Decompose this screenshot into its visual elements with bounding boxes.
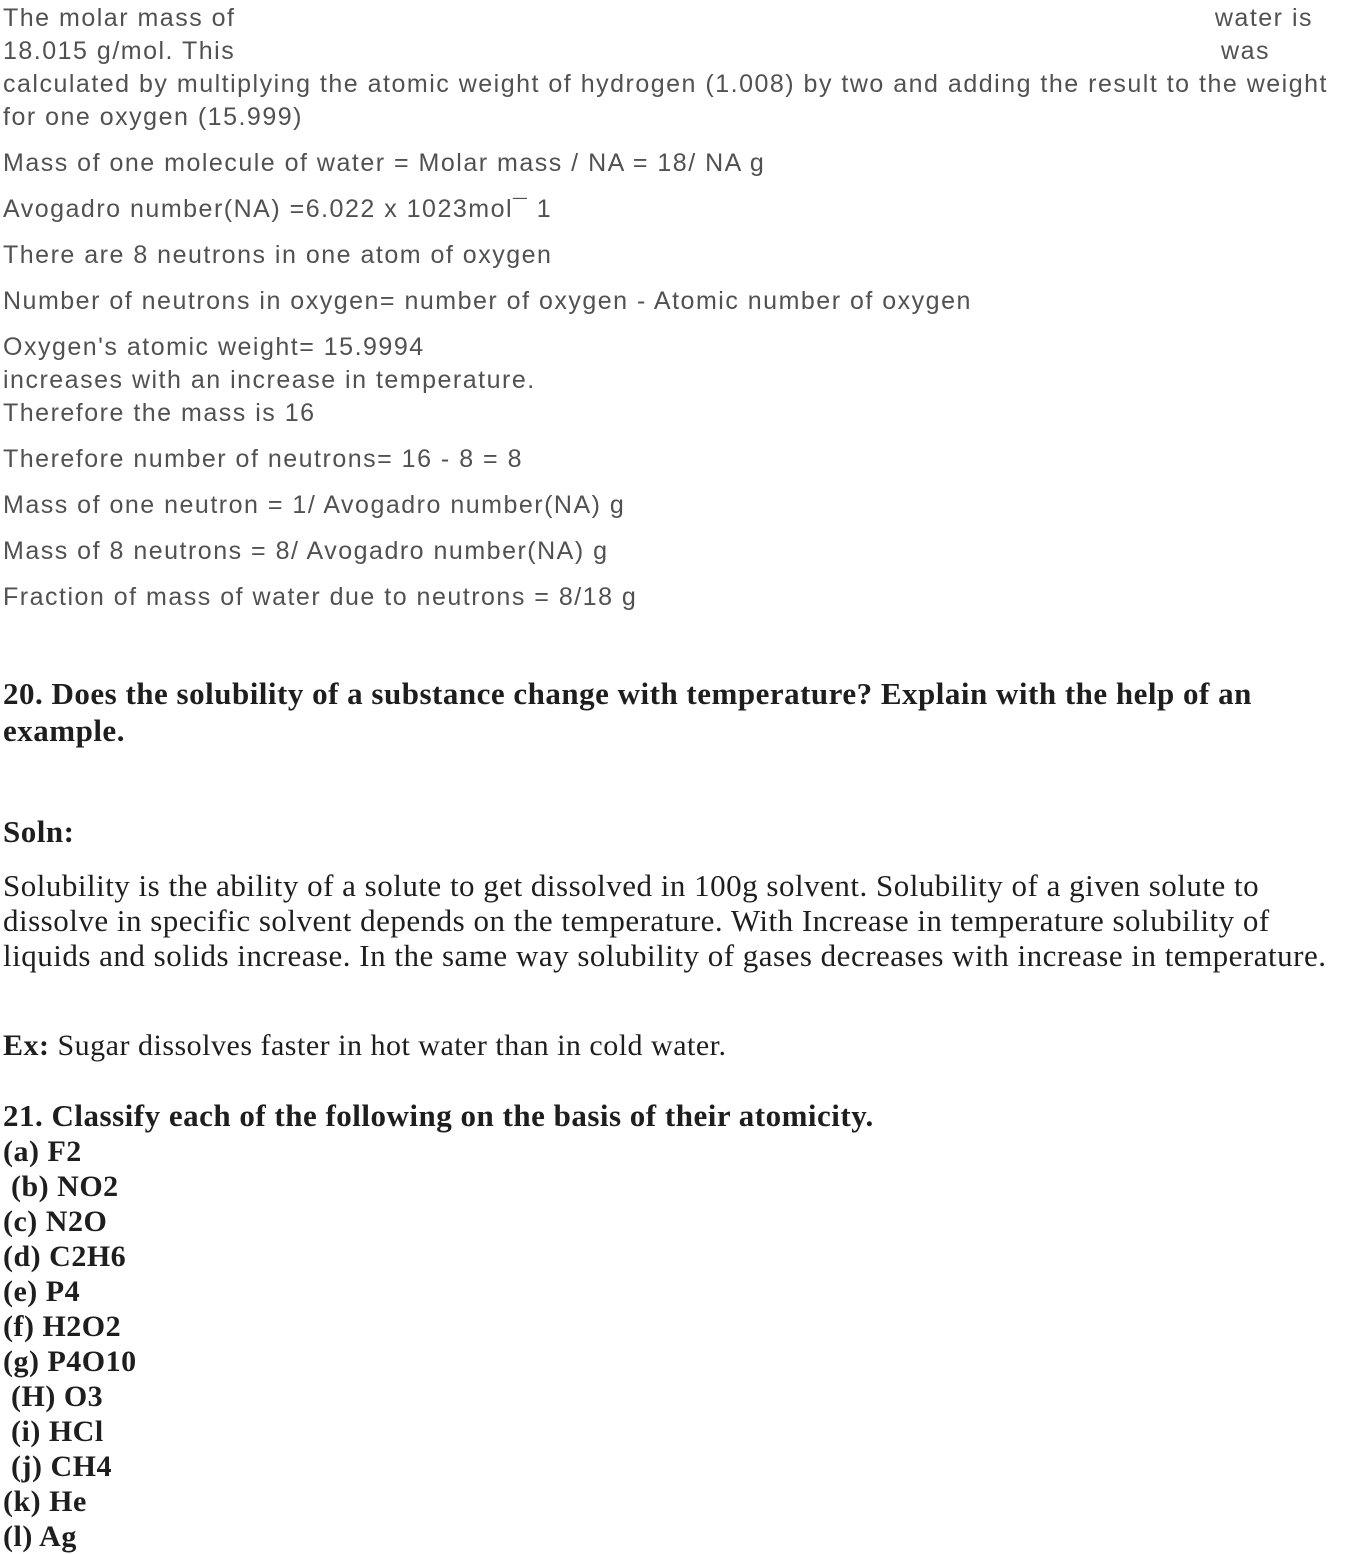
solubility-answer-line-1: Solubility is the ability of a solute to get dissolved in 100g solvent. Solubility of a given solute to <box>3 868 1260 903</box>
molar-mass-row-2 <box>3 35 1365 68</box>
fraction-mass-line: Fraction of mass of water due to neutrons = 8/18 g <box>3 583 638 611</box>
oxygen-weight-block <box>3 331 1365 430</box>
molar-mass-line-1-right: water is <box>1214 4 1313 32</box>
list-item-i: (i) HCl <box>3 1415 104 1448</box>
list-item-g: (g) P4O10 <box>3 1345 137 1378</box>
mass-one-neutron-line: Mass of one neutron = 1/ Avogadro number(NA) g <box>3 491 626 519</box>
molar-mass-line-2-right: was <box>1221 37 1270 65</box>
example-text: Sugar dissolves faster in hot water than in cold water. <box>49 1029 727 1062</box>
solubility-answer-line-2: dissolve in specific solvent depends on the temperature. With Increase in temperature solubility of <box>3 903 1270 938</box>
list-item-k: (k) He <box>3 1485 87 1518</box>
list-item-c: (c) N2O <box>3 1205 108 1238</box>
example-line <box>3 1028 1365 1063</box>
molar-mass-line-4: for one oxygen (15.999) <box>3 103 303 131</box>
neutrons-formula-line: Number of neutrons in oxygen= number of oxygen - Atomic number of oxygen <box>3 287 972 315</box>
list-item-e: (e) P4 <box>3 1275 81 1308</box>
molar-mass-line-2-left: 18.015 g/mol. This <box>3 37 236 65</box>
molar-mass-line-1-left: The molar mass of <box>3 4 236 32</box>
molar-mass-line-3: calculated by multiplying the atomic weight of hydrogen (1.008) by two and adding the result to the weight <box>3 70 1328 98</box>
solubility-answer-paragraph <box>3 868 1365 973</box>
question-20-heading <box>3 675 1365 749</box>
list-item-j: (j) CH4 <box>3 1450 112 1483</box>
mass-16-line: Therefore the mass is 16 <box>3 399 316 427</box>
solution-19-section <box>3 2 1365 614</box>
question-21-section <box>3 1097 1365 1554</box>
neutrons-result-line: Therefore number of neutrons= 16 - 8 = 8 <box>3 445 523 473</box>
list-item-d: (d) C2H6 <box>3 1240 127 1273</box>
example-label: Ex: <box>3 1029 50 1062</box>
molar-mass-row-1 <box>3 2 1365 35</box>
list-item-b: (b) NO2 <box>3 1170 119 1203</box>
avogadro-number-line: Avogadro number(NA) =6.022 x 1023mol¯ 1 <box>3 195 553 223</box>
list-item-l: (l) Ag <box>3 1520 77 1553</box>
atomicity-list <box>3 1134 1365 1554</box>
question-20-section <box>3 675 1365 1063</box>
mass-8-neutrons-line: Mass of 8 neutrons = 8/ Avogadro number(NA) g <box>3 537 609 565</box>
list-item-h: (H) O3 <box>3 1380 104 1413</box>
oxygen-weight-line: Oxygen's atomic weight= 15.9994 <box>3 333 425 361</box>
list-item-a: (a) F2 <box>3 1135 82 1168</box>
question-21-heading: 21. Classify each of the following on the basis of their atomicity. <box>3 1098 874 1133</box>
temperature-note-line: increases with an increase in temperature. <box>3 366 536 394</box>
soln-label: Soln: <box>3 814 75 849</box>
neutrons-count-line: There are 8 neutrons in one atom of oxygen <box>3 241 553 269</box>
question-20-line-2: example. <box>3 713 125 748</box>
mass-of-molecule-line: Mass of one molecule of water = Molar mass / NA = 18/ NA g <box>3 149 766 177</box>
list-item-f: (f) H2O2 <box>3 1310 122 1343</box>
solubility-answer-line-3: liquids and solids increase. In the same way solubility of gases decreases with increase in temperature. <box>3 938 1327 973</box>
question-20-line-1: 20. Does the solubility of a substance change with temperature? Explain with the help of an <box>3 676 1252 711</box>
